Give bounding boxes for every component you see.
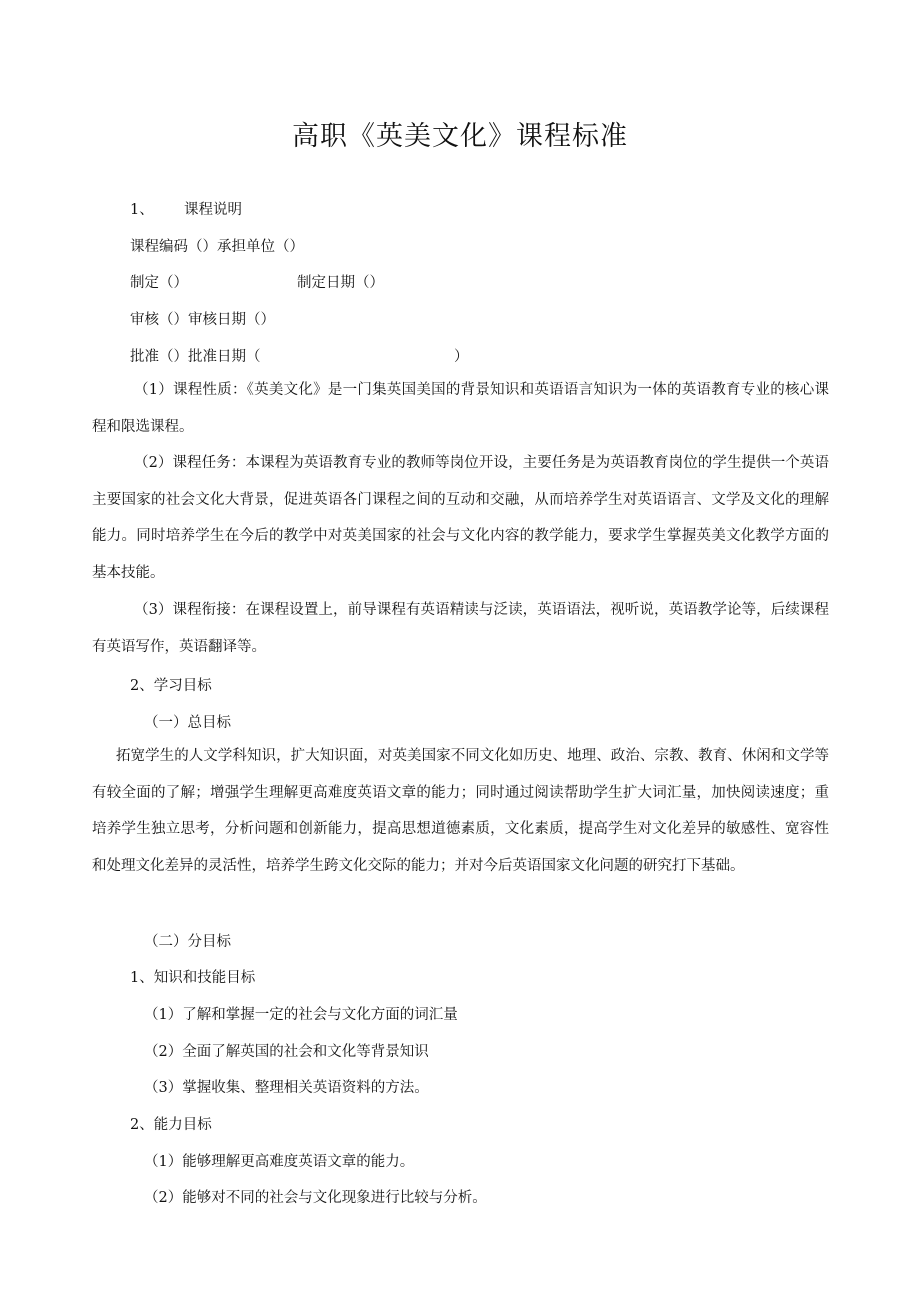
course-connection-paragraph: （3）课程衔接：在课程设置上，前导课程有英语精读与泛读，英语语法，视听说，英语教学论等，后续课程有英语写作，英语翻译等。 <box>92 602 829 655</box>
overall-goal-paragraph: 拓宽学生的人文学科知识，扩大知识面，对英美国家不同文化如历史、地理、政治、宗教、教育、休闲和文学等有较全面的了解；增强学生理解更高难度英语文章的能力；同时通过阅读帮助学生扩大词汇量，加快阅读速度；重培养学生独立思考，分析问题和创新能力，提高思想道德素质，文化素质，提高学生对文化差异的敏感性、宽容性和处理文化差异的灵活性，培养学生跨文化交际的能力；并对今后英语国家文化问题的研究打下基础。 <box>92 748 829 875</box>
knowledge-item: （2）全面了解英国的社会和文化等背景知识 <box>144 1044 429 1060</box>
section-2-heading: 2、学习目标 <box>130 678 212 694</box>
knowledge-item: （1）了解和掌握一定的社会与文化方面的词汇量 <box>144 1007 458 1023</box>
document-title: 高职《英美文化》课程标准 <box>292 121 628 152</box>
section-1-heading: 课程说明 <box>184 202 242 218</box>
ability-item: （1）能够理解更高难度英语文章的能力。 <box>144 1154 415 1170</box>
approve-field-close: ） <box>454 349 469 365</box>
approve-field: 批准（）批准日期（ <box>130 349 261 365</box>
review-field: 审核（）审核日期（） <box>130 312 275 328</box>
section-1-number: 1、 <box>130 202 154 218</box>
maker-field: 制定（） <box>130 275 188 291</box>
ability-item: （2）能够对不同的社会与文化现象进行比较与分析。 <box>144 1190 487 1206</box>
course-code-unit: 课程编码（）承担单位（） <box>130 239 304 255</box>
make-date-field: 制定日期（） <box>297 275 384 291</box>
overall-goal-heading: （一）总目标 <box>144 715 231 731</box>
knowledge-goal-heading: 1、知识和技能目标 <box>130 970 256 986</box>
ability-goal-heading: 2、能力目标 <box>130 1117 212 1133</box>
sub-goal-heading: （二）分目标 <box>144 934 231 950</box>
course-task-paragraph: （2）课程任务：本课程为英语教育专业的教师等岗位开设，主要任务是为英语教育岗位的学生提供一个英语主要国家的社会文化大背景，促进英语各门课程之间的互动和交融，从而培养学生对英语语言、文学及文化的理解能力。同时培养学生在今后的教学中对英美国家的社会与文化内容的教学能力，要求学生掌握英美文化教学方面的基本技能。 <box>92 455 829 582</box>
course-nature-paragraph: （1）课程性质：《英美文化》是一门集英国美国的背景知识和英语语言知识为一体的英语教育专业的核心课程和限选课程。 <box>92 382 829 435</box>
knowledge-item: （3）掌握收集、整理相关英语资料的方法。 <box>144 1080 429 1096</box>
